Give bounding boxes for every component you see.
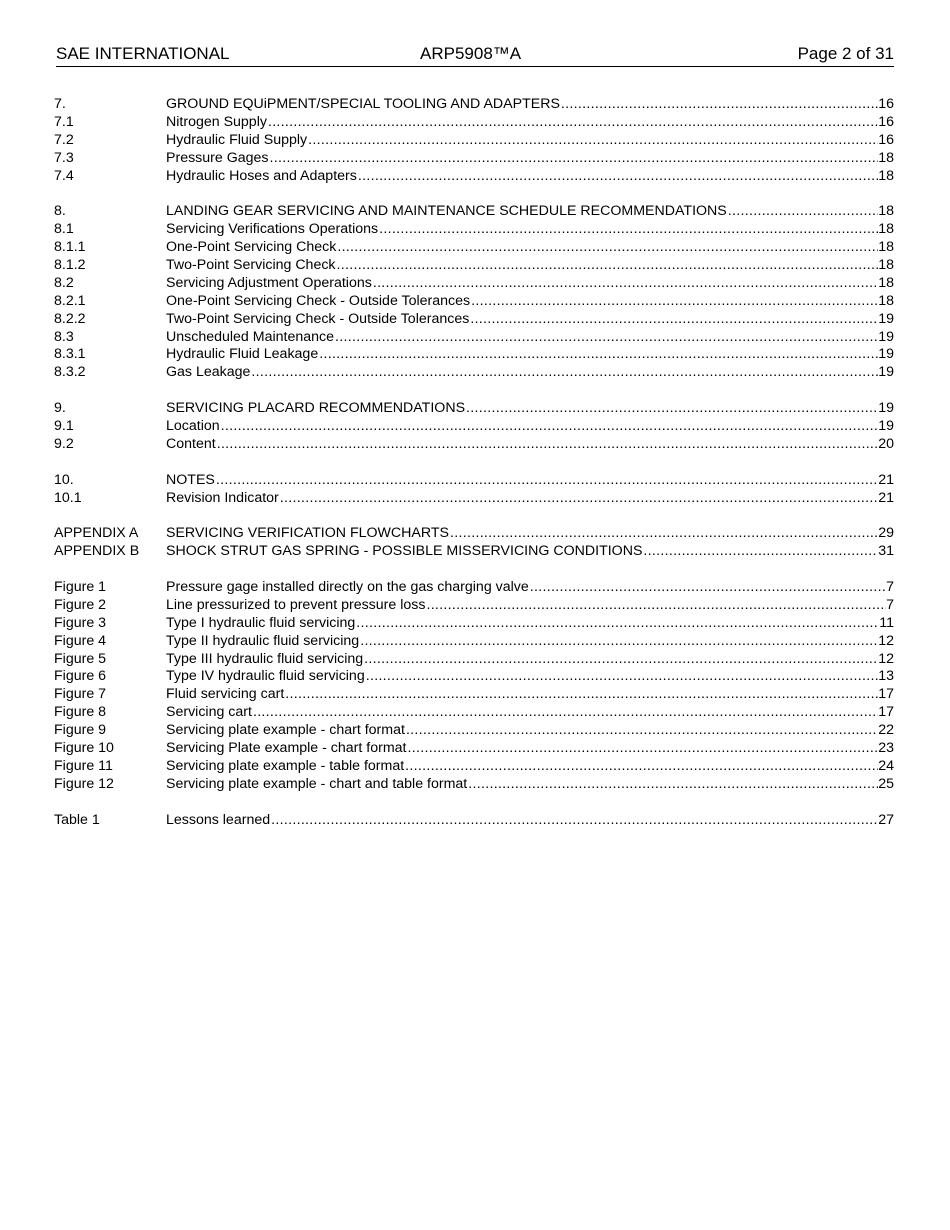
toc-entry-title[interactable]: Pressure gage installed directly on the gas charging valve (166, 579, 529, 596)
toc-entry[interactable] (54, 150, 894, 168)
header-organization: SAE INTERNATIONAL (56, 44, 230, 63)
toc-entry-number: Figure 2 (54, 596, 107, 613)
toc-entry-number: 8.2 (54, 274, 74, 291)
toc-dot-leader (404, 758, 878, 776)
toc-dot-leader (407, 740, 879, 758)
toc-entry-page: 24 (878, 757, 894, 774)
toc-dot-leader (357, 168, 878, 186)
toc-entry-page: 23 (878, 740, 894, 757)
toc-entry-number: Figure 12 (54, 775, 114, 792)
toc-entry-title[interactable]: NOTES (166, 471, 215, 488)
toc-entry-number: 9.1 (54, 418, 74, 435)
toc-entry-page: 29 (878, 525, 894, 542)
toc-entry-title[interactable]: Content (166, 435, 216, 452)
toc-entry-number: 9. (54, 400, 66, 417)
toc-entry[interactable] (54, 96, 894, 114)
toc-dot-leader (449, 525, 878, 543)
toc-entry[interactable] (54, 812, 894, 830)
toc-entry[interactable] (54, 740, 894, 758)
toc-dot-leader (279, 490, 878, 508)
toc-entry-title[interactable]: Fluid servicing cart (166, 686, 285, 703)
table-of-contents (54, 96, 894, 830)
header-page-number: Page 2 of 31 (797, 44, 894, 63)
toc-entry-page: 18 (878, 221, 894, 238)
toc-entry[interactable] (54, 543, 894, 561)
toc-entry-page: 18 (878, 292, 894, 309)
toc-entry-page: 22 (878, 722, 894, 739)
toc-entry-title[interactable]: Servicing plate example - chart format (166, 722, 405, 739)
toc-entry-number: Figure 3 (54, 614, 107, 631)
toc-dot-leader (270, 812, 878, 830)
toc-dot-leader (560, 96, 878, 114)
toc-entry-number: 10. (54, 471, 74, 488)
toc-entry-title[interactable]: Type IV hydraulic fluid servicing (166, 668, 365, 685)
toc-entry-title[interactable]: Hydraulic Hoses and Adapters (166, 167, 357, 184)
toc-dot-leader (359, 633, 878, 651)
toc-entry-number: 8.3.1 (54, 346, 86, 363)
toc-entry[interactable] (54, 203, 894, 221)
toc-entry[interactable] (54, 472, 894, 490)
toc-entry-number: Figure 5 (54, 650, 107, 667)
toc-entry-page: 12 (878, 650, 894, 667)
toc-entry[interactable] (54, 686, 894, 704)
toc-entry-number: 7.2 (54, 131, 74, 148)
toc-entry-number: 8.2.2 (54, 310, 86, 327)
toc-entry-number: 8.1.2 (54, 257, 86, 273)
toc-entry[interactable] (54, 776, 894, 794)
toc-entry-number: Figure 7 (54, 686, 107, 703)
toc-dot-leader (529, 579, 886, 597)
toc-entry-page: 19 (878, 364, 894, 381)
toc-entry-page: 16 (878, 113, 894, 130)
toc-entry[interactable] (54, 364, 894, 382)
toc-entry[interactable] (54, 275, 894, 293)
toc-entry[interactable] (54, 168, 894, 186)
toc-dot-leader (363, 651, 878, 669)
toc-entry-number: Table 1 (54, 811, 100, 828)
toc-entry-title[interactable]: Nitrogen Supply (166, 113, 267, 130)
toc-entry-title[interactable]: SERVICING VERIFICATION FLOWCHARTS (166, 525, 449, 542)
toc-entry-title[interactable]: Two-Point Servicing Check (166, 257, 336, 273)
toc-entry-title[interactable]: Type II hydraulic fluid servicing (166, 632, 360, 649)
toc-entry-page: 31 (878, 543, 894, 560)
toc-entry-number: Figure 10 (54, 740, 114, 757)
toc-dot-leader (465, 400, 878, 418)
toc-entry-page: 13 (878, 668, 894, 685)
toc-entry[interactable] (54, 418, 894, 436)
toc-entry[interactable] (54, 758, 894, 776)
toc-entry[interactable] (54, 114, 894, 132)
toc-entry[interactable] (54, 669, 894, 687)
toc-entry[interactable] (54, 257, 894, 275)
toc-entry[interactable] (54, 293, 894, 311)
toc-entry-title[interactable]: Revision Indicator (166, 489, 279, 506)
toc-entry[interactable] (54, 239, 894, 257)
toc-entry-title[interactable]: GROUND EQUiPMENT/SPECIAL TOOLING AND ADAPTERS (166, 95, 560, 112)
toc-dot-leader (727, 203, 878, 221)
toc-entry-page: 7 (886, 596, 894, 613)
toc-entry-page: 17 (878, 686, 894, 703)
toc-entry[interactable] (54, 221, 894, 239)
toc-entry-number: 8.3.2 (54, 364, 86, 381)
toc-dot-leader (642, 543, 878, 561)
toc-dot-leader (336, 257, 879, 275)
toc-entry-number: Figure 1 (54, 579, 107, 596)
toc-entry-title[interactable]: Servicing cart (166, 704, 252, 721)
toc-dot-leader (470, 293, 878, 311)
toc-entry-page: 7 (886, 579, 894, 596)
toc-entry-page: 25 (878, 775, 894, 792)
toc-dot-leader (216, 436, 879, 454)
toc-entry-page: 19 (878, 400, 894, 417)
toc-entry[interactable] (54, 311, 894, 329)
toc-entry-page: 12 (878, 632, 894, 649)
toc-entry-number: 7.1 (54, 113, 74, 130)
toc-dot-leader (220, 418, 879, 436)
toc-entry-title[interactable]: One-Point Servicing Check - Outside Tolerances (166, 292, 471, 309)
toc-entry-title[interactable]: Type III hydraulic fluid servicing (166, 650, 364, 667)
toc-entry-title[interactable]: Hydraulic Fluid Leakage (166, 346, 319, 363)
toc-entry[interactable] (54, 346, 894, 364)
toc-dot-leader (378, 221, 878, 239)
header-document-number: ARP5908™A (420, 44, 522, 63)
toc-entry-number: 7.4 (54, 167, 74, 184)
toc-entry[interactable] (54, 132, 894, 150)
toc-entry[interactable] (54, 704, 894, 722)
toc-entry-title[interactable]: Line pressurized to prevent pressure loss (166, 596, 426, 613)
toc-dot-leader (267, 114, 878, 132)
toc-entry-page: 16 (878, 131, 894, 148)
toc-dot-leader (425, 597, 886, 615)
toc-entry-title[interactable]: Servicing Plate example - chart format (166, 740, 407, 757)
toc-entry[interactable] (54, 400, 894, 418)
toc-entry-title[interactable]: Gas Leakage (166, 364, 251, 381)
toc-dot-leader (469, 311, 878, 329)
toc-dot-leader (215, 472, 878, 490)
toc-entry-number: 7. (54, 95, 66, 112)
toc-dot-leader (318, 346, 878, 364)
toc-entry-page: 20 (878, 435, 894, 452)
toc-dot-leader (336, 239, 878, 257)
toc-entry[interactable] (54, 615, 894, 633)
toc-entry-title[interactable]: Unscheduled Maintenance (166, 328, 334, 345)
toc-entry-number: 8.1.1 (54, 239, 86, 256)
toc-entry-page: 18 (878, 167, 894, 184)
toc-entry-number: Figure 4 (54, 632, 107, 649)
toc-entry[interactable] (54, 329, 894, 347)
toc-entry-page: 17 (878, 704, 894, 721)
toc-entry-number: Figure 11 (54, 757, 113, 774)
toc-dot-leader (307, 132, 878, 150)
toc-entry-number: 8.1 (54, 221, 74, 238)
toc-entry-title[interactable]: Servicing plate example - chart and table format (166, 775, 468, 792)
toc-entry-number: 7.3 (54, 149, 74, 166)
toc-entry-title[interactable]: SHOCK STRUT GAS SPRING - POSSIBLE MISSERVICING CONDITIONS (166, 543, 643, 560)
toc-dot-leader (467, 776, 878, 794)
toc-entry[interactable] (54, 579, 894, 597)
toc-dot-leader (372, 275, 878, 293)
toc-entry-page: 16 (878, 95, 894, 112)
toc-entry-page: 11 (879, 614, 894, 631)
toc-entry-number: 8.3 (54, 328, 74, 345)
toc-entry-page: 18 (878, 257, 894, 273)
toc-dot-leader (284, 686, 878, 704)
page-header (56, 44, 894, 67)
toc-entry-page: 18 (878, 239, 894, 256)
toc-entry-title[interactable]: Two-Point Servicing Check - Outside Tolerances (166, 310, 470, 327)
toc-entry-number: 8. (54, 203, 66, 220)
toc-dot-leader (250, 364, 878, 382)
toc-entry-title[interactable]: Pressure Gages (166, 149, 269, 166)
toc-entry-page: 21 (878, 489, 894, 506)
toc-dot-leader (269, 150, 879, 168)
toc-dot-leader (355, 615, 879, 633)
toc-dot-leader (365, 668, 879, 686)
toc-entry[interactable] (54, 525, 894, 543)
toc-entry-number: 9.2 (54, 435, 74, 452)
toc-entry-title[interactable]: Lessons learned (166, 811, 271, 828)
toc-entry-title[interactable]: SERVICING PLACARD RECOMMENDATIONS (166, 400, 466, 417)
toc-entry-title[interactable]: One-Point Servicing Check (166, 239, 337, 256)
toc-entry-page: 19 (878, 418, 894, 435)
toc-entry-title[interactable]: Location (166, 418, 220, 435)
toc-entry-page: 18 (878, 274, 894, 291)
toc-entry[interactable] (54, 722, 894, 740)
toc-entry-title[interactable]: Type I hydraulic fluid servicing (166, 614, 356, 631)
toc-entry-title[interactable]: Servicing Verifications Operations (166, 221, 379, 238)
toc-entry-page: 19 (878, 328, 894, 345)
toc-entry-number: APPENDIX B (54, 543, 140, 560)
toc-entry-title[interactable]: Servicing Adjustment Operations (166, 274, 372, 291)
toc-dot-leader (252, 704, 878, 722)
toc-entry-number: 8.2.1 (54, 292, 86, 309)
toc-entry-page: 19 (878, 310, 894, 327)
toc-entry-number: Figure 6 (54, 668, 107, 685)
toc-entry-number: Figure 8 (54, 704, 107, 721)
toc-entry-title[interactable]: Servicing plate example - table format (166, 757, 405, 774)
toc-dot-leader (405, 722, 878, 740)
toc-entry-page: 18 (878, 203, 894, 220)
toc-entry-page: 18 (878, 149, 894, 166)
toc-entry-number: 10.1 (54, 489, 82, 506)
toc-entry-page: 21 (878, 471, 894, 488)
toc-entry[interactable] (54, 633, 894, 651)
toc-entry[interactable] (54, 436, 894, 454)
toc-entry-page: 27 (878, 811, 894, 828)
toc-entry-number: Figure 9 (54, 722, 107, 739)
toc-entry-number: APPENDIX A (54, 525, 139, 542)
toc-entry-title[interactable]: Hydraulic Fluid Supply (166, 131, 308, 148)
toc-entry[interactable] (54, 597, 894, 615)
toc-entry[interactable] (54, 651, 894, 669)
toc-entry-page: 19 (878, 346, 894, 363)
toc-dot-leader (334, 329, 878, 347)
toc-entry[interactable] (54, 490, 894, 508)
toc-entry-title[interactable]: LANDING GEAR SERVICING AND MAINTENANCE SCHEDULE RECOMMENDATIONS (166, 203, 727, 220)
